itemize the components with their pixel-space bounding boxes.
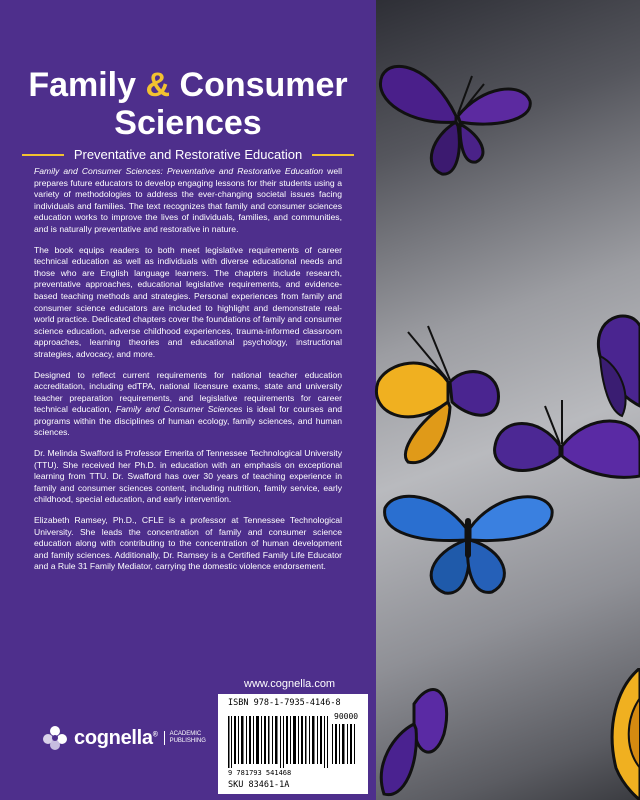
barcode-price-code: 90000: [334, 712, 358, 721]
publisher-tag-line1: ACADEMIC: [169, 731, 202, 737]
publisher-website[interactable]: www.cognella.com: [244, 678, 336, 690]
blurb-paragraph-2: The book equips readers to both meet legislative requirements of career technical education as well as individuals with diverse educational needs and those who are English language learners. The chapters include research, preventative approaches, educational legislative requirements, and evidence-based teaching methods and strategies. Personal experiences from family and consumer science educators are included to highlight and demonstrate real-world practice. Dedicated chapters cover the foundations of family and consumer science education, adverse childhood experiences, trauma-informed classroom approaches, learning theories and educational psychology, instructional strategies, advocacy, and more.: [34, 244, 342, 359]
blurb-paragraph-3-text-b: is ideal for courses and programs within the disciplines of human ecology, family sciences, and human sciences.: [34, 404, 343, 438]
orange-butterfly-corner-icon: [596, 668, 640, 800]
registered-mark: ®: [152, 730, 158, 738]
sku-number: SKU 83461-1A: [228, 780, 290, 790]
cognella-flower-logo-icon: [42, 725, 68, 751]
blurb-title-italic: Family and Consumer Sciences: Preventative and Restorative Education: [34, 166, 324, 176]
author-bio-ramsey: Elizabeth Ramsey, Ph.D., CFLE is a professor at Tennessee Technological University. She leads the concentration of family and consumer science education along with contributing to the concentration of human development and family sciences. Additionally, Dr. Ramsey is a Certified Family Life Educator and a Rule 31 Family Mediator, carrying the domestic violence endorsement.: [34, 515, 342, 572]
book-title-line1: [0, 66, 376, 104]
blurb-paragraph-1-text: well prepares future educators to develop engaging lessons for their students using a variety of methodologies to address the ever-changing societal issues facing individuals and families. The text recognizes that family and consumer sciences education works to improve the lives of individuals, families, and communities, and is naturally preventative and restorative in nature.: [34, 166, 342, 234]
barcode-bars: [228, 710, 358, 768]
isbn-barcode-box: [218, 694, 368, 794]
purple-butterfly-bottom-icon: [364, 664, 454, 800]
barcode-digits: 9 781793 541468: [228, 769, 292, 777]
publisher-logo: [42, 725, 206, 751]
book-subtitle: Preventative and Restorative Education: [73, 147, 303, 162]
subtitle-row: [20, 147, 356, 162]
blurb-paragraph-3-text-a: Designed to reflect current requirements for national teacher education accreditation, including edTPA, national licensure exams, state and university teacher preparation requirements, and legislative requirements for career technical education,: [34, 369, 342, 415]
publisher-tag-line2: PUBLISHING: [169, 738, 206, 744]
blue-butterfly-icon: [380, 488, 556, 598]
subtitle-rule-right: [312, 154, 354, 156]
blurb-paragraph-3: [34, 370, 342, 440]
purple-butterfly-top-icon: [372, 56, 540, 186]
blurb-paragraph-3-italic: Family and Consumer Sciences: [115, 404, 243, 415]
isbn-number: ISBN 978-1-7935-4146-8: [228, 698, 341, 708]
publisher-name: [74, 727, 158, 750]
blurb-paragraph-1: [34, 166, 342, 236]
back-cover-blurb: [34, 166, 342, 582]
publisher-tagline: [164, 731, 206, 745]
title-ampersand: &: [145, 66, 171, 104]
title-word-consumer: Consumer: [179, 66, 348, 104]
orange-butterfly-icon: [348, 322, 508, 472]
publisher-name-text: cognella: [74, 726, 153, 749]
title-word-family: Family: [28, 66, 137, 104]
author-bio-swafford: Dr. Melinda Swafford is Professor Emerita of Tennessee Technological University (TTU). She received her Ph.D. in education with an emphasis on exceptional learning from TTU. Dr. Swafford has over 30 years of teaching experience in family and consumer sciences content, including nutrition, family service, early childhood, special education, and early intervention.: [34, 448, 342, 505]
book-title-line2: Sciences: [114, 104, 262, 142]
subtitle-rule-left: [22, 154, 64, 156]
